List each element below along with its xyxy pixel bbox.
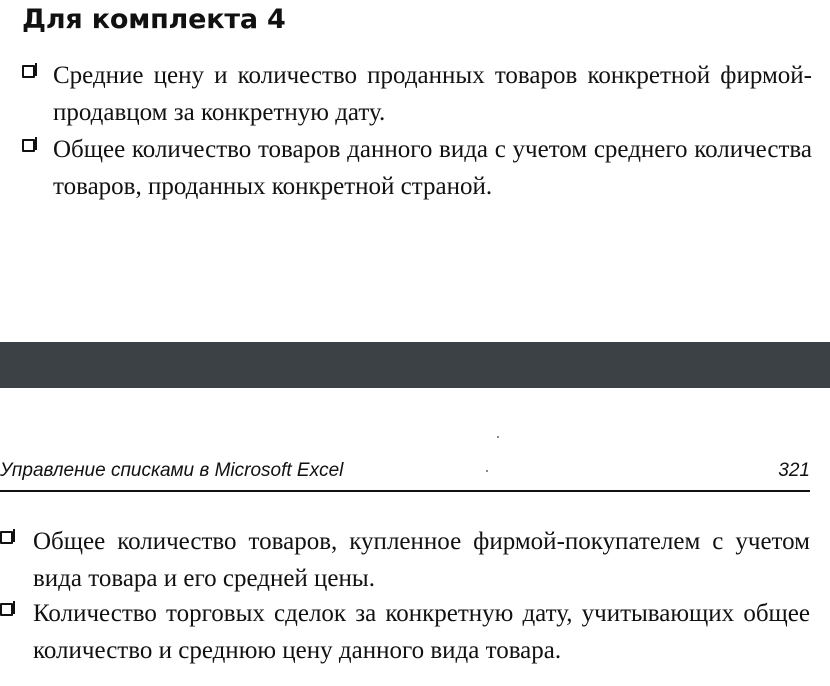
top-page xyxy=(0,0,830,340)
running-title: Управление списками в Microsoft Excel xyxy=(0,460,344,481)
list-item-text: Общее количество товаров, купленное фирмой-покупателем с учетом вида товара и его средней цены. xyxy=(33,528,810,592)
page-number: 321 xyxy=(778,460,810,481)
list-item xyxy=(22,57,812,131)
checkbox-square-icon xyxy=(0,603,13,616)
page-divider-band xyxy=(0,342,830,388)
list-item-text: Средние цену и количество проданных товаров конкретной фирмой-продавцом за конкретную дату. xyxy=(53,62,812,126)
running-header xyxy=(0,460,810,490)
list-item xyxy=(0,595,810,669)
list-item-text: Количество торговых сделок за конкретную дату, учитывающих общее количество и среднюю цену данного вида товара. xyxy=(33,600,810,664)
list-item-text: Общее количество товаров данного вида с учетом среднего количества товаров, проданных конкретной страной. xyxy=(53,136,812,200)
section-heading: Для комплекта 4 xyxy=(22,4,286,35)
checkbox-square-icon xyxy=(0,531,13,544)
header-rule xyxy=(0,490,810,492)
list-item xyxy=(22,131,812,205)
scan-speck xyxy=(497,436,499,438)
list-item xyxy=(0,523,810,597)
checkbox-square-icon xyxy=(22,139,35,152)
checkbox-square-icon xyxy=(22,65,35,78)
